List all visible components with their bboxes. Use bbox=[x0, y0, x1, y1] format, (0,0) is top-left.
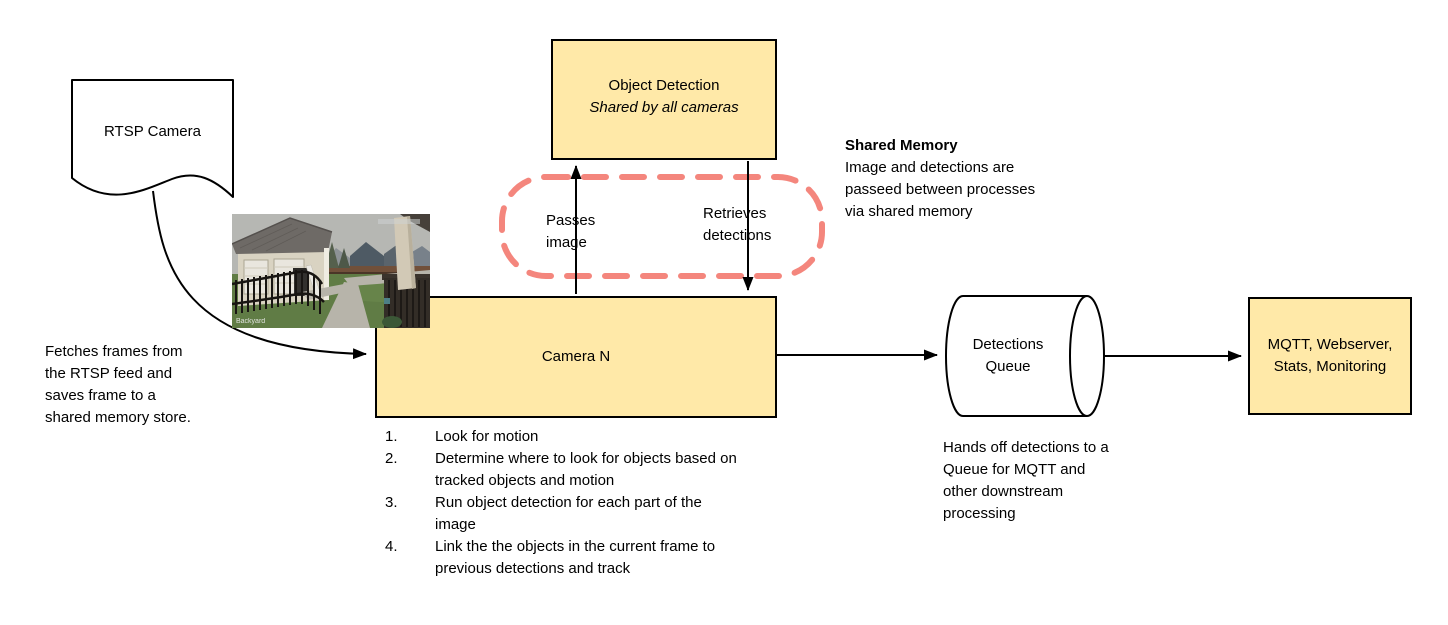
snapshot-camera-name: Backyard bbox=[236, 318, 266, 325]
step-number: 4. bbox=[385, 538, 398, 555]
camera-snapshot-image bbox=[232, 214, 430, 328]
object-detection-title: Object Detection bbox=[608, 76, 720, 94]
snapshot-timestamp bbox=[378, 219, 420, 224]
outputs-node bbox=[1248, 297, 1412, 415]
step-text: Determine where to look for objects based on tracked objects and motion bbox=[435, 450, 737, 489]
detections-queue-label: Detections Queue bbox=[972, 336, 1044, 375]
step-text: Look for motion bbox=[435, 428, 539, 445]
camera-steps-list bbox=[385, 426, 755, 580]
list-item bbox=[385, 448, 755, 492]
step-number: 3. bbox=[385, 494, 398, 511]
shared-memory-note bbox=[845, 135, 1045, 223]
list-item bbox=[385, 492, 755, 536]
object-detection-subtitle: Shared by all cameras bbox=[589, 98, 739, 116]
passes-image-label: Passes image bbox=[546, 212, 596, 251]
step-number: 1. bbox=[385, 428, 398, 445]
rtsp-camera-label: RTSP Camera bbox=[104, 123, 201, 140]
shared-memory-note-title: Shared Memory bbox=[845, 137, 958, 154]
step-number: 2. bbox=[385, 450, 398, 467]
handoff-note: Hands off detections to a Queue for MQTT and other downstream processing bbox=[943, 439, 1109, 522]
object-detection-node bbox=[551, 39, 777, 160]
list-item bbox=[385, 426, 755, 448]
shared-memory-note-body: Image and detections are passeed between processes via shared memory bbox=[845, 159, 1036, 220]
camera-n-node bbox=[375, 296, 777, 418]
fetch-frames-note: Fetches frames from the RTSP feed and saves frame to a shared memory store. bbox=[45, 343, 191, 426]
retrieves-detections-label: Retrieves detections bbox=[703, 205, 772, 244]
camera-n-label: Camera N bbox=[541, 348, 611, 365]
step-text: Link the the objects in the current frame to previous detections and track bbox=[435, 538, 716, 577]
list-item bbox=[385, 536, 755, 580]
outputs-label: MQTT, Webserver, Stats, Monitoring bbox=[1267, 336, 1393, 375]
step-text: Run object detection for each part of the image bbox=[435, 494, 702, 533]
